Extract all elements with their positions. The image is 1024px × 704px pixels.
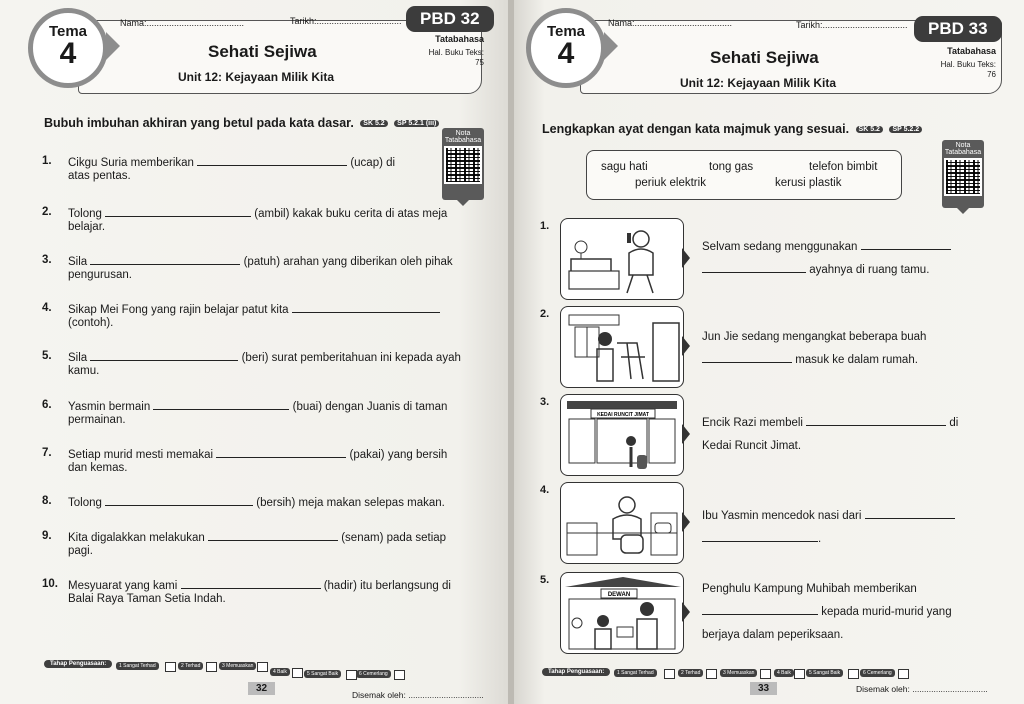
pic-pointer [682, 248, 690, 268]
q-body [68, 302, 440, 330]
answer-blank[interactable] [105, 495, 253, 506]
answer-blank[interactable] [292, 302, 440, 313]
q-line2: masuk ke dalam rumah. [795, 354, 918, 366]
question-2 [42, 206, 492, 236]
unit-title: Unit 12: Kejayaan Milik Kita [680, 76, 837, 90]
question-7 [42, 447, 492, 477]
picture-grocery-shop [560, 394, 684, 476]
textbook-page [908, 60, 996, 80]
q-text-b: kamu. [68, 365, 100, 377]
page-number: 32 [248, 682, 275, 695]
answer-blank[interactable] [702, 604, 818, 615]
question-3 [702, 412, 976, 458]
level-1-box[interactable] [165, 662, 176, 672]
hal-page: 76 [987, 70, 996, 79]
q-num: 3. [540, 396, 550, 408]
nota-qr[interactable] [442, 128, 484, 200]
question-8 [42, 495, 492, 515]
q-text-b: (contoh). [68, 317, 114, 329]
picture-rice-cooker [560, 482, 684, 564]
q-line1: Encik Razi membeli [702, 417, 803, 429]
level-5: 5 Sangat Baik [806, 669, 843, 677]
tema-number: 4 [557, 37, 575, 70]
question-6 [42, 399, 492, 429]
answer-blank[interactable] [90, 254, 240, 265]
answer-blank[interactable] [90, 350, 238, 361]
answer-blank[interactable] [181, 578, 321, 589]
nota-tip [957, 208, 969, 214]
q-num: 4. [540, 484, 550, 496]
tarikh-field[interactable]: Tarikh:.................................. [290, 16, 402, 26]
nama-field[interactable]: Nama:....................................... [608, 18, 733, 28]
answer-blank[interactable] [806, 415, 946, 426]
q-line2: ayahnya di ruang tamu. [809, 264, 930, 276]
picture-phone-call [560, 218, 684, 300]
answer-blank[interactable] [105, 206, 251, 217]
q-num: 6. [42, 399, 52, 411]
tema-badge [28, 8, 108, 88]
question-1 [42, 155, 442, 185]
q-num: 1. [540, 220, 550, 232]
illustration-icon [561, 307, 683, 387]
q-num: 5. [540, 574, 550, 586]
level-1: 1 Sangat Terhad [116, 662, 159, 670]
illustration-icon [561, 483, 683, 563]
answer-blank[interactable] [216, 447, 346, 458]
instruction-text: Bubuh imbuhan akhiran yang betul pada kata dasar. [44, 116, 354, 130]
q-body [68, 206, 447, 234]
q-text-b: belajar. [68, 221, 106, 233]
q-body [68, 155, 395, 183]
tema-label: Tema [546, 23, 586, 40]
pic-pointer [682, 512, 690, 532]
level-6: 6 Cemerlang [356, 670, 391, 678]
textbook-page [398, 48, 484, 68]
level-1: 1 Sangat Terhad [614, 669, 657, 677]
answer-blank[interactable] [861, 239, 951, 250]
tema-arrow-icon [604, 32, 618, 60]
q-line2: kepada murid-murid yang [821, 606, 952, 618]
tema-arrow-icon [106, 32, 120, 60]
disemak-field[interactable]: Disemak oleh: ................................ [856, 684, 988, 694]
word-item: tong gas [709, 161, 754, 173]
nota-label: Nota [955, 142, 971, 149]
level-3: 3 Memuaskan [219, 662, 256, 670]
illustration-icon [561, 573, 683, 653]
sp-tag: SP 5.2.2 [889, 126, 922, 133]
q-body [68, 447, 447, 475]
hal-label: Hal. Buku Teks: [940, 60, 996, 69]
q-body [68, 399, 447, 427]
q-word: (buai) dengan Juanis di taman [292, 401, 448, 413]
illustration-icon [561, 219, 683, 299]
q-line3: berjaya dalam peperiksaan. [702, 629, 844, 641]
subject-label: Tatabahasa [947, 46, 996, 56]
nota-qr[interactable] [942, 140, 984, 208]
page-header [524, 6, 1010, 94]
q-num: 8. [42, 495, 52, 507]
level-4-box[interactable] [794, 669, 805, 679]
q-word: (senam) pada setiap [341, 532, 447, 544]
q-word: (patuh) arahan yang diberikan oleh pihak [243, 256, 453, 268]
answer-blank[interactable] [702, 262, 806, 273]
word-bank [586, 150, 902, 200]
q-num: 2. [540, 308, 550, 320]
q-text-a: Kita digalakkan melakukan [68, 532, 205, 544]
question-10 [42, 578, 492, 608]
q-text-a: Setiap murid mesti memakai [68, 449, 214, 461]
q-num: 3. [42, 254, 52, 266]
answer-blank[interactable] [702, 352, 792, 363]
q-line2: Kedai Runcit Jimat. [702, 440, 802, 452]
question-2 [702, 326, 976, 372]
tarikh-field[interactable]: Tarikh:.................................. [796, 20, 908, 30]
q-line1: Penghulu Kampung Muhibah memberikan [702, 583, 917, 595]
page-header [28, 6, 496, 94]
level-6-box[interactable] [898, 669, 909, 679]
level-3-box[interactable] [760, 669, 771, 679]
q-num: 2. [42, 206, 52, 218]
disemak-field[interactable]: Disemak oleh: ................................ [352, 690, 484, 700]
level-5: 5 Sangat Baik [304, 670, 341, 678]
q-num: 1. [42, 155, 52, 167]
question-9 [42, 530, 492, 560]
q-body [68, 254, 453, 282]
level-5-box[interactable] [848, 669, 859, 679]
q-text-b: Balai Raya Taman Setia Indah. [68, 593, 226, 605]
q-line1b: di [949, 417, 959, 429]
q-body [68, 350, 461, 378]
picture-award-ceremony [560, 572, 684, 654]
level-2: 2 Terhad [678, 669, 703, 677]
q-num: 10. [42, 578, 58, 590]
tahap-label: Tahap Penguasaan: [44, 660, 112, 668]
question-5 [702, 578, 976, 647]
pbd-badge: PBD 32 [406, 6, 494, 32]
q-num: 5. [42, 350, 52, 362]
q-text-b: permainan. [68, 414, 126, 426]
q-text-a: Tolong [68, 208, 102, 220]
level-4: 4 Baik [774, 669, 794, 677]
hal-label: Hal. Buku Teks: [428, 48, 484, 57]
page-title: Sehati Sejiwa [208, 42, 317, 61]
picture-carrying-chairs [560, 306, 684, 388]
page-right [514, 0, 1024, 704]
instruction [542, 122, 922, 136]
question-5 [42, 350, 492, 380]
instruction [44, 116, 439, 130]
nota-label: Nota [455, 130, 471, 137]
q-text-a: Yasmin bermain [68, 401, 151, 413]
q-text-a: Tolong [68, 497, 102, 509]
pbd-badge: PBD 33 [914, 16, 1002, 42]
q-word: (ucap) di [350, 157, 396, 169]
q-line1: Selvam sedang menggunakan [702, 241, 858, 253]
q-body [68, 495, 445, 510]
level-4: 4 Baik [270, 668, 290, 676]
page-left [0, 0, 510, 704]
unit-title: Unit 12: Kejayaan Milik Kita [178, 70, 335, 84]
sk-tag: SK 5.2 [360, 120, 387, 127]
qr-code-icon [444, 146, 482, 184]
pic-pointer [682, 424, 690, 444]
nama-field[interactable]: Nama:....................................... [120, 18, 245, 28]
q-line2: . [818, 533, 822, 545]
answer-blank[interactable] [865, 508, 955, 519]
level-4-box[interactable] [292, 668, 303, 678]
instruction-text: Lengkapkan ayat dengan kata majmuk yang sesuai. [542, 122, 850, 136]
level-3-box[interactable] [257, 662, 268, 672]
level-6-box[interactable] [394, 670, 405, 680]
q-word: (pakai) yang bersih [349, 449, 448, 461]
subject-label: Tatabahasa [435, 34, 484, 44]
level-3: 3 Memuaskan [720, 669, 757, 677]
word-item: periuk elektrik [635, 177, 706, 189]
level-2: 2 Terhad [178, 662, 203, 670]
q-word: (bersih) meja makan selepas makan. [256, 497, 445, 509]
level-2-box[interactable] [206, 662, 217, 672]
q-line1: Jun Jie sedang mengangkat beberapa buah [702, 331, 927, 343]
q-text-b: atas pentas. [68, 170, 131, 182]
page-title: Sehati Sejiwa [710, 48, 819, 67]
level-6: 6 Cemerlang [860, 669, 895, 677]
q-text-a: Mesyuarat yang kami [68, 580, 178, 592]
level-2-box[interactable] [706, 669, 717, 679]
q-body [68, 530, 446, 558]
q-text-a: Cikgu Suria memberikan [68, 157, 194, 169]
shop-sign: KEDAI RUNCIT JIMAT [597, 412, 649, 418]
question-1 [702, 236, 982, 282]
sp-tag: SP 5.2.1 (iii) [394, 120, 439, 127]
tema-badge [526, 8, 606, 88]
question-4 [42, 302, 492, 332]
nota-label-2: Tatabahasa [444, 137, 482, 144]
sk-tag: SK 5.2 [856, 126, 883, 133]
q-text-b: pagi. [68, 545, 93, 557]
q-word: (hadir) itu berlangsung di [323, 580, 451, 592]
level-1-box[interactable] [664, 669, 675, 679]
word-item: kerusi plastik [775, 177, 842, 189]
q-word: (beri) surat pemberitahuan ini kepada ayah [241, 352, 461, 364]
q-text-b: dan kemas. [68, 462, 128, 474]
qr-code-icon [944, 158, 982, 196]
question-3 [42, 254, 492, 284]
q-text-a: Sila [68, 352, 88, 364]
tahap-label: Tahap Penguasaan: [542, 668, 610, 676]
nota-label-2: Tatabahasa [944, 149, 982, 156]
tema-label: Tema [48, 23, 88, 40]
word-item: telefon bimbit [809, 161, 878, 173]
q-num: 7. [42, 447, 52, 459]
pic-pointer [682, 336, 690, 356]
hal-page: 75 [475, 58, 484, 67]
illustration-icon [561, 395, 683, 475]
pic-pointer [682, 602, 690, 622]
answer-blank[interactable] [702, 531, 818, 542]
page-number: 33 [750, 682, 777, 695]
tema-number: 4 [59, 37, 77, 70]
q-num: 4. [42, 302, 52, 314]
q-num: 9. [42, 530, 52, 542]
q-text-a: Sikap Mei Fong yang rajin belajar patut kita [68, 304, 289, 316]
q-word: (ambil) kakak buku cerita di atas meja [254, 208, 448, 220]
hall-sign: DEWAN [607, 592, 631, 598]
question-4 [702, 505, 976, 551]
q-body [68, 578, 451, 606]
q-text-a: Sila [68, 256, 88, 268]
q-text-b: pengurusan. [68, 269, 132, 281]
answer-blank[interactable] [153, 399, 289, 410]
word-item: sagu hati [601, 161, 648, 173]
answer-blank[interactable] [208, 530, 338, 541]
q-line1: Ibu Yasmin mencedok nasi dari [702, 510, 862, 522]
answer-blank[interactable] [197, 155, 347, 166]
